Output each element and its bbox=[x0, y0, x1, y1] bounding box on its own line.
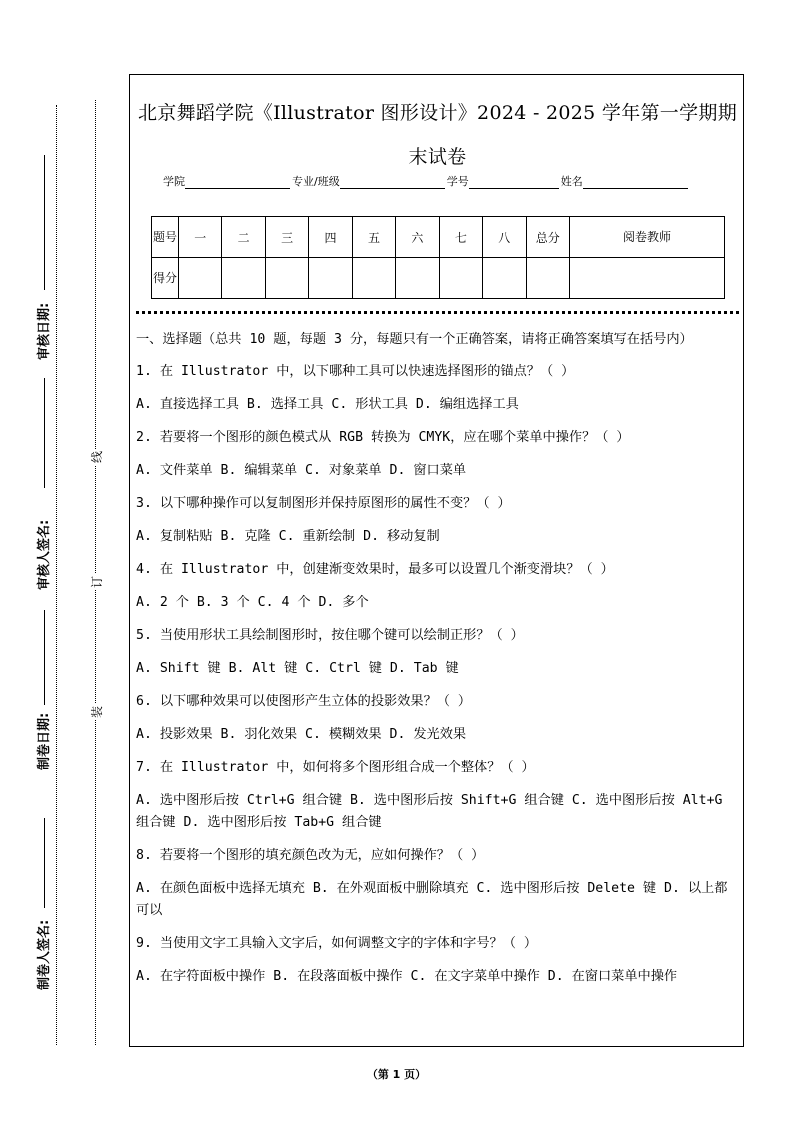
major-class-field[interactable] bbox=[340, 176, 445, 189]
student-id-field[interactable] bbox=[469, 176, 559, 189]
question-9-options: A. 在字符面板中操作 B. 在段落面板中操作 C. 在文字菜单中操作 D. 在窗口菜单中操作 bbox=[136, 969, 678, 984]
score-cell[interactable] bbox=[265, 258, 308, 299]
question-6: 6. 以下哪种效果可以使图形产生立体的投影效果？（ ） bbox=[136, 694, 472, 709]
student-id-label: 学号 bbox=[446, 175, 469, 188]
reviewer-label: 阅卷教师 bbox=[570, 217, 725, 258]
page-number: （第 1 页） bbox=[366, 1068, 427, 1081]
score-col-4: 四 bbox=[309, 217, 352, 258]
signature-line bbox=[44, 610, 45, 705]
college-field[interactable] bbox=[185, 176, 290, 189]
name-field[interactable] bbox=[583, 176, 688, 189]
compiler-signature-label: 制卷人签名: bbox=[37, 919, 52, 990]
score-cell[interactable] bbox=[309, 258, 352, 299]
question-1: 1. 在 Illustrator 中，以下哪种工具可以快速选择图形的锚点？（ ） bbox=[136, 364, 575, 379]
score-col-5: 五 bbox=[352, 217, 395, 258]
score-cell[interactable] bbox=[439, 258, 482, 299]
student-info-row bbox=[163, 173, 690, 189]
question-3-options: A. 复制粘贴 B. 克隆 C. 重新绘制 D. 移动复制 bbox=[136, 529, 440, 544]
binding-margin bbox=[0, 0, 128, 1122]
score-col-1: 一 bbox=[179, 217, 222, 258]
score-col-8: 八 bbox=[483, 217, 526, 258]
dotted-binding-line bbox=[56, 105, 57, 1045]
question-8-options: A. 在颜色面板中选择无填充 B. 在外观面板中删除填充 C. 选中图形后按 Delete 键 D. 以上都可以 bbox=[136, 881, 728, 918]
score-col-7: 七 bbox=[439, 217, 482, 258]
score-col-3: 三 bbox=[265, 217, 308, 258]
signature-line bbox=[44, 818, 45, 908]
score-cell[interactable] bbox=[526, 258, 570, 299]
signature-line bbox=[44, 378, 45, 488]
question-7: 7. 在 Illustrator 中，如何将多个图形组合成一个整体？（ ） bbox=[136, 760, 535, 775]
score-col-2: 二 bbox=[222, 217, 265, 258]
score-col-6: 六 bbox=[396, 217, 439, 258]
dotted-separator bbox=[136, 311, 739, 314]
score-cell[interactable] bbox=[483, 258, 526, 299]
score-cell[interactable] bbox=[222, 258, 265, 299]
binding-cut-line bbox=[95, 100, 96, 1045]
signature-line bbox=[44, 155, 45, 290]
question-2: 2. 若要将一个图形的颜色模式从 RGB 转换为 CMYK，应在哪个菜单中操作？（ ） bbox=[136, 430, 630, 445]
score-table bbox=[151, 216, 725, 299]
reviewer-cell[interactable] bbox=[570, 258, 725, 299]
question-2-options: A. 文件菜单 B. 编辑菜单 C. 对象菜单 D. 窗口菜单 bbox=[136, 463, 467, 478]
question-8: 8. 若要将一个图形的填充颜色改为无，应如何操作？（ ） bbox=[136, 848, 485, 863]
question-9: 9. 当使用文字工具输入文字后，如何调整文字的字体和字号？（ ） bbox=[136, 936, 538, 951]
exam-title-line1: 北京舞蹈学院《Illustrator 图形设计》2024 - 2025 学年第一学期期 bbox=[137, 102, 738, 124]
score-cell[interactable] bbox=[396, 258, 439, 299]
question-4-options: A. 2 个 B. 3 个 C. 4 个 D. 多个 bbox=[136, 595, 369, 610]
question-5: 5. 当使用形状工具绘制图形时，按住哪个键可以绘制正形？（ ） bbox=[136, 628, 524, 643]
question-1-options: A. 直接选择工具 B. 选择工具 C. 形状工具 D. 编组选择工具 bbox=[136, 397, 519, 412]
question-7-options: A. 选中图形后按 Ctrl+G 组合键 B. 选中图形后按 Shift+G 组合键 C. 选中图形后按 Alt+G 组合键 D. 选中图形后按 Tab+G 组合键 bbox=[136, 793, 723, 830]
exam-title bbox=[130, 91, 745, 179]
binding-char-zhuang: 装 bbox=[90, 705, 104, 718]
question-list bbox=[136, 329, 740, 999]
question-3: 3. 以下哪种操作可以复制图形并保持原图形的属性不变？（ ） bbox=[136, 496, 511, 511]
section-heading: 一、选择题（总共 10 题，每题 3 分，每题只有一个正确答案，请将正确答案填写在括号内） bbox=[136, 332, 693, 347]
name-label: 姓名 bbox=[560, 175, 583, 188]
review-date-label: 审核日期: bbox=[37, 302, 52, 360]
score-table-score-row bbox=[152, 258, 725, 299]
exam-paper bbox=[129, 74, 744, 1047]
compile-date-label: 制卷日期: bbox=[37, 712, 52, 770]
exam-title-line2: 末试卷 bbox=[408, 146, 467, 168]
score-cell[interactable] bbox=[352, 258, 395, 299]
score-col-total: 总分 bbox=[526, 217, 570, 258]
score-cell[interactable] bbox=[179, 258, 222, 299]
major-class-label: 专业/班级 bbox=[292, 175, 340, 188]
question-4: 4. 在 Illustrator 中，创建渐变效果时，最多可以设置几个渐变滑块？（ ） bbox=[136, 562, 614, 577]
score-label: 得分 bbox=[152, 258, 179, 299]
score-table-header-row bbox=[152, 217, 725, 258]
question-5-options: A. Shift 键 B. Alt 键 C. Ctrl 键 D. Tab 键 bbox=[136, 661, 459, 676]
binding-char-ding: 订 bbox=[90, 575, 104, 588]
reviewer-signature-label: 审核人签名: bbox=[37, 519, 52, 590]
binding-char-xian: 线 bbox=[90, 450, 104, 463]
question-6-options: A. 投影效果 B. 羽化效果 C. 模糊效果 D. 发光效果 bbox=[136, 727, 467, 742]
question-number-label: 题号 bbox=[152, 217, 179, 258]
college-label: 学院 bbox=[163, 175, 185, 188]
